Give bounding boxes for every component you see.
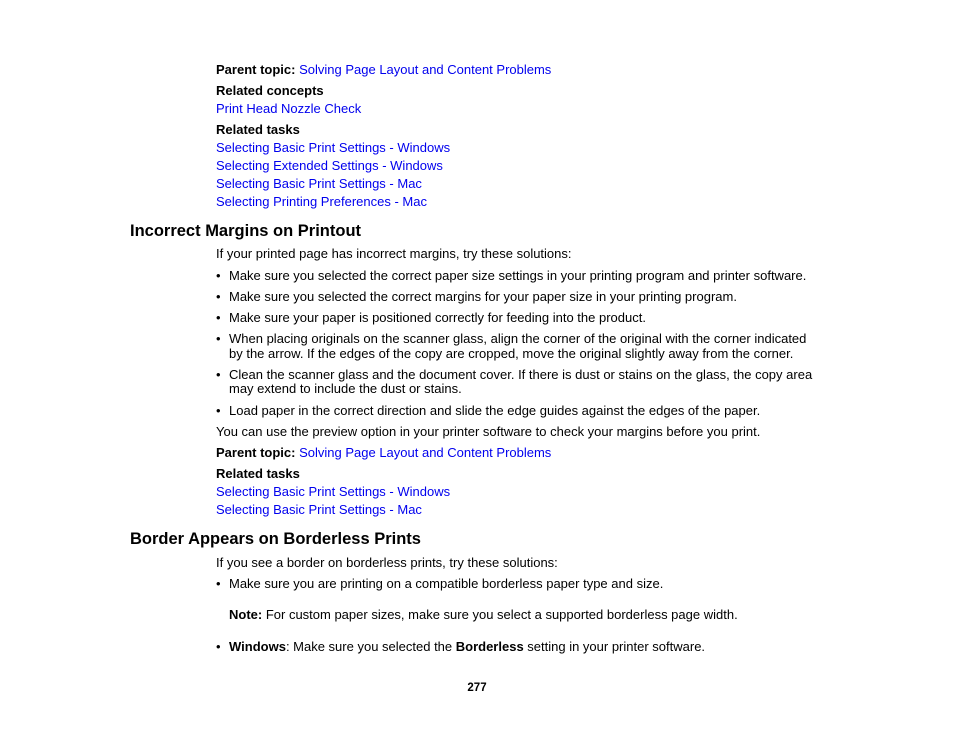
windows-label: Windows (229, 639, 286, 654)
margins-bullet-4-line-2: by the arrow. If the edges of the copy are cropped, move the original slightly away from the corner. (229, 346, 794, 361)
page-number: 277 (467, 682, 487, 694)
margins-bullet-5-line-1: Clean the scanner glass and the document cover. If there is dust or stains on the glass, the copy area (229, 367, 813, 382)
bullet-marker: • (216, 367, 221, 382)
border-note (229, 607, 738, 622)
border-bullet-2 (229, 639, 705, 654)
margins-bullet-5-line-2: may extend to include the dust or stains. (229, 381, 462, 396)
border-intro: If you see a border on borderless prints, try these solutions: (216, 555, 558, 570)
margins-bullet-1: Make sure you selected the correct paper size settings in your printing program and printer software. (229, 268, 807, 283)
bullet-marker: • (216, 310, 221, 325)
margins-bullet-4-line-1: When placing originals on the scanner glass, align the corner of the original with the corner indicated (229, 331, 807, 346)
margins-intro: If your printed page has incorrect margins, try these solutions: (216, 246, 572, 261)
heading-incorrect-margins: Incorrect Margins on Printout (130, 222, 362, 240)
link-print-head-nozzle-check[interactable]: Print Head Nozzle Check (216, 101, 362, 116)
parent-topic-label: Parent topic: (216, 445, 296, 460)
bullet-marker: • (216, 331, 221, 346)
parent-topic-label: Parent topic: (216, 62, 296, 77)
task-link[interactable]: Selecting Basic Print Settings - Windows (216, 140, 451, 155)
margins-bullet-2: Make sure you selected the correct margins for your paper size in your printing program. (229, 289, 737, 304)
bullet-marker: • (216, 289, 221, 304)
bullet-marker: • (216, 639, 221, 654)
margins-bullet-6: Load paper in the correct direction and slide the edge guides against the edges of the paper. (229, 403, 761, 418)
task-link[interactable]: Selecting Extended Settings - Windows (216, 158, 443, 173)
bullet-marker: • (216, 403, 221, 418)
parent-topic-line-2 (216, 445, 551, 460)
related-tasks-label: Related tasks (216, 466, 300, 481)
borderless-label: Borderless (455, 639, 524, 654)
bullet-marker: • (216, 576, 221, 591)
task-link[interactable]: Selecting Printing Preferences - Mac (216, 194, 427, 209)
margins-bullet-3: Make sure your paper is positioned correctly for feeding into the product. (229, 310, 646, 325)
related-concepts-label: Related concepts (216, 83, 324, 98)
parent-topic-line-1 (216, 62, 551, 77)
bullet-text: setting in your printer software. (523, 639, 706, 654)
task-link[interactable]: Selecting Basic Print Settings - Mac (216, 502, 422, 517)
bullet-text: : Make sure you selected the (285, 639, 456, 654)
note-label: Note: (229, 607, 263, 622)
parent-topic-link[interactable]: Solving Page Layout and Content Problems (299, 445, 552, 460)
margins-preview-note: You can use the preview option in your printer software to check your margins before you print. (216, 424, 761, 439)
border-bullet-1: Make sure you are printing on a compatible borderless paper type and size. (229, 576, 664, 591)
note-text: For custom paper sizes, make sure you select a supported borderless page width. (262, 607, 738, 622)
heading-border-appears: Border Appears on Borderless Prints (130, 530, 421, 548)
task-link[interactable]: Selecting Basic Print Settings - Mac (216, 176, 422, 191)
related-tasks-label: Related tasks (216, 122, 300, 137)
bullet-marker: • (216, 268, 221, 283)
parent-topic-link[interactable]: Solving Page Layout and Content Problems (299, 62, 552, 77)
task-link[interactable]: Selecting Basic Print Settings - Windows (216, 484, 451, 499)
